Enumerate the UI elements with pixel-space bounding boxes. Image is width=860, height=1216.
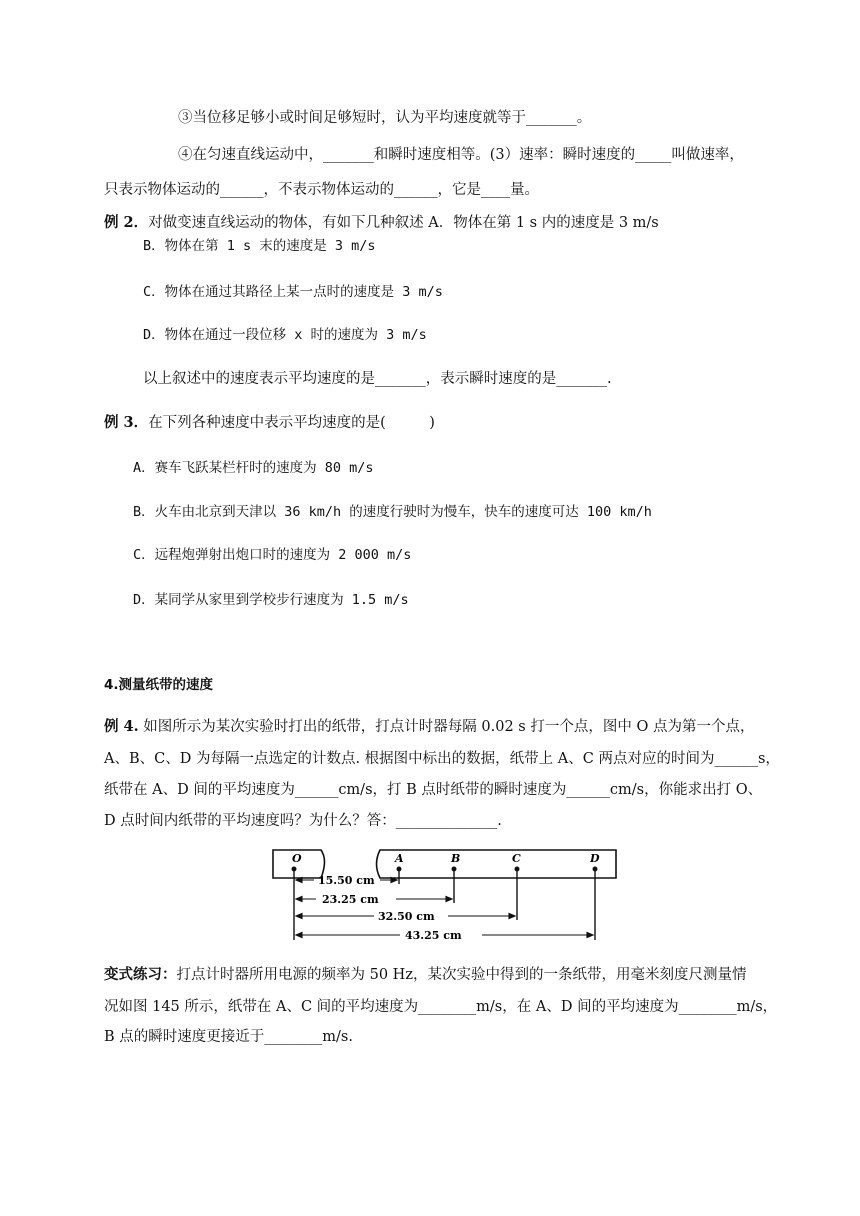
example-3-option-b: B．火车由北京到天津以 36 km/h 的速度行驶时为慢车，快车的速度可达 100 km/h (133, 504, 652, 520)
text-line-1: ③当位移足够小或时间足够短时，认为平均速度就等于_______。 (178, 110, 592, 126)
variation-line-1 (104, 965, 746, 985)
example-2-question: 以上叙述中的速度表示平均速度的是_______，表示瞬时速度的是_______. (143, 371, 612, 387)
variation-line-2: 况如图 145 所示，纸带在 A、C 间的平均速度为________m/s，在 A、D 间的平均速度为________m/s， (104, 999, 778, 1015)
example-2-text: 对做变速直线运动的物体，有如下几种叙述 A．物体在第 1 s 内的速度是 3 m/s (148, 215, 659, 231)
distance-od: 43.25 cm (405, 929, 462, 942)
point-label-o: O (292, 852, 302, 865)
arrow-b (446, 897, 452, 902)
example-3-option-d: D．某同学从家里到学校步行速度为 1.5 m/s (133, 592, 409, 608)
text-line-2: ④在匀速直线运动中，_______和瞬时速度相等。(3）速率：瞬时速度的_____叫做速率， (178, 147, 744, 163)
arrow-d (587, 933, 593, 938)
variation-text: 打点计时器所用电源的频率为 50 Hz，某次实验中得到的一条纸带，用毫米刻度尺测量情 (176, 967, 747, 983)
example-4-line-1 (104, 717, 754, 737)
distance-oa: 15.50 cm (318, 874, 375, 887)
example-3-option-a: A．赛车飞跃某栏杆时的速度为 80 m/s (133, 460, 374, 476)
example-2-option-c: C．物体在通过其路径上某一点时的速度是 3 m/s (143, 284, 443, 300)
arrow-c (509, 914, 515, 919)
example-4-text: 如图所示为某次实验时打出的纸带，打点计时器每隔 0.02 s 打一个点，图中 O 点为第一个点， (143, 719, 755, 735)
example-4-label: 例 4. (104, 718, 139, 735)
variation-label: 变式练习： (104, 966, 177, 983)
point-label-c: C (512, 852, 521, 865)
example-2-label: 例 2． (104, 214, 149, 231)
tape-right-segment (377, 850, 617, 878)
arrow-ob-start (296, 897, 302, 902)
distance-ob: 23.25 cm (322, 893, 379, 906)
example-4-line-2: A、B、C、D 为每隔一点选定的计数点. 根据图中标出的数据，纸带上 A、C 两点对应的时间为______s， (104, 751, 780, 767)
example-2 (104, 213, 659, 233)
point-label-a: A (395, 852, 404, 865)
text-line-3: 只表示物体运动的______，不表示物体运动的______，它是____量。 (104, 182, 539, 198)
paper-tape-figure (268, 842, 624, 946)
variation-line-3: B 点的瞬时速度更接近于________m/s. (104, 1029, 353, 1045)
arrow-od-start (296, 933, 302, 938)
example-3-label: 例 3． (104, 414, 149, 431)
example-4-line-3: 纸带在 A、D 间的平均速度为______cm/s，打 B 点时纸带的瞬时速度为______cm/s，你能求出打 O、 (104, 782, 763, 798)
point-label-d: D (590, 852, 600, 865)
example-4-line-4: D 点时间内纸带的平均速度吗？为什么？答：______________. (104, 813, 502, 829)
example-2-option-d: D．物体在通过一段位移 x 时的速度为 3 m/s (143, 327, 427, 343)
distance-oc: 32.50 cm (378, 910, 435, 923)
section-heading: 4.测量纸带的速度 (104, 677, 214, 693)
example-3-text: 在下列各种速度中表示平均速度的是( ) (148, 415, 435, 431)
point-label-b: B (451, 852, 461, 865)
example-3-option-c: C．远程炮弹射出炮口时的速度为 2 000 m/s (133, 547, 412, 563)
arrow-oc-start (296, 914, 302, 919)
example-2-option-b: B．物体在第 1 s 末的速度是 3 m/s (143, 238, 376, 254)
example-3 (104, 413, 435, 433)
